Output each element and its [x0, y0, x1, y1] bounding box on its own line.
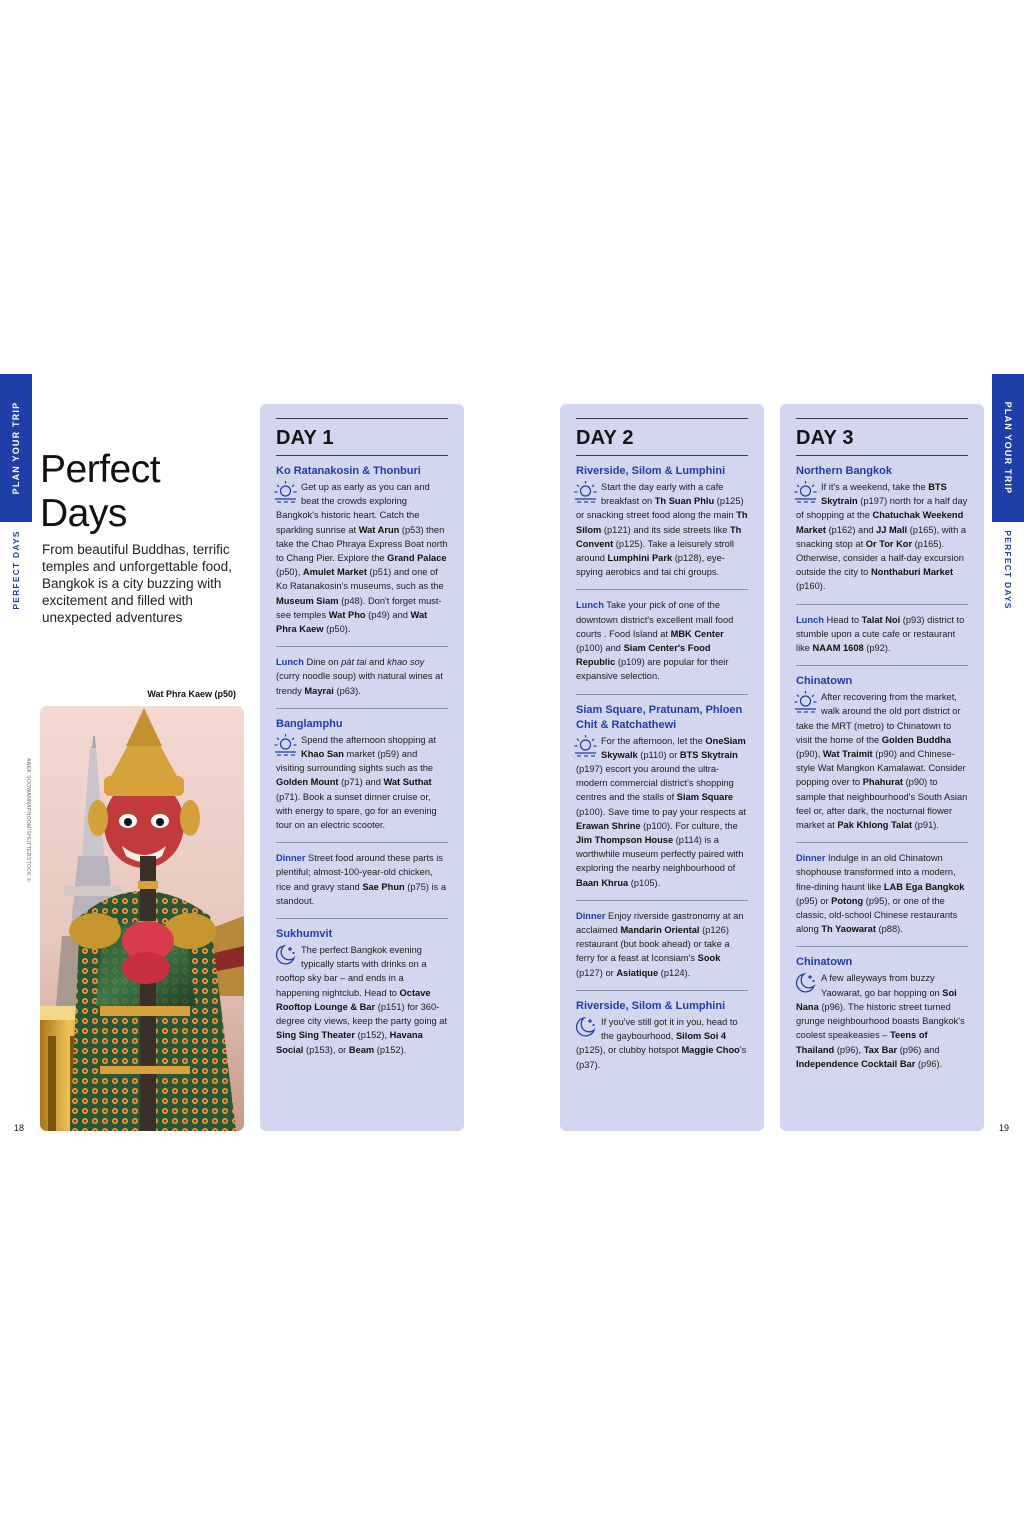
text-run: (p71) and: [338, 777, 384, 788]
place-name: Potong: [831, 895, 864, 906]
section-text: [276, 733, 448, 832]
place-name: Th Suan Phlu: [654, 496, 715, 507]
text-run: (p124).: [658, 967, 691, 978]
side-tab-label: PLAN YOUR TRIP: [1003, 401, 1013, 495]
intro-text: From beautiful Buddhas, terrific temples and unforgettable food, Bangkok is a city buzzing with excitement and filled with unexpected adventures: [42, 542, 232, 625]
text-run: (p96) and: [897, 1044, 940, 1055]
place-name: Amulet Market: [302, 567, 367, 578]
text-run: Spend the afternoon shopping at: [301, 734, 436, 745]
text-run: If it's a weekend, take the: [821, 482, 929, 492]
place-name: Mayrai: [304, 685, 334, 696]
itinerary-section: [796, 666, 968, 843]
meal-label: Dinner: [796, 853, 826, 864]
meal-section: [276, 843, 448, 919]
moon-icon: [274, 943, 297, 967]
section-text: [276, 480, 448, 636]
text-run: (p109) are popular for their expansive selection.: [576, 657, 729, 682]
place-name: Silom Soi 4: [675, 1031, 727, 1042]
place-name: Nonthaburi Market: [870, 567, 954, 578]
place-name: Wat Suthat: [383, 777, 432, 788]
section-text: [576, 734, 748, 890]
place-name: Mandarin Oriental: [620, 925, 700, 936]
place-name: Baan Khrua: [576, 877, 629, 888]
place-name: Lumphini Park: [607, 553, 673, 564]
text-run: (p105).: [628, 877, 661, 888]
itinerary-section: [276, 919, 448, 1067]
temple-guardian-illustration: [40, 706, 244, 1131]
text-run: (p51) and one of Ko Ratanakosin's museums, such as the: [276, 567, 444, 592]
text-run: (p151) for 360-degree city views, keep the party going at: [276, 1001, 448, 1027]
text-run: (p90) and Chinese-style Wat Mangkon Kamalawat. Consider popping over to: [796, 749, 966, 788]
section-text: [276, 655, 448, 698]
text-run: (p197) escort you around the ultra-modern commercial district's shopping centres and the stalls of: [576, 764, 734, 803]
itinerary-section: [276, 709, 448, 843]
sun-icon: [274, 480, 297, 504]
moon-icon: [794, 971, 817, 995]
text-run: Dine on: [303, 657, 342, 668]
text-run: (p90),: [796, 749, 823, 760]
text-run: After recovering from the market, walk around the old port district or take the MRT (metro) to Chinatown to visit the home of the: [796, 692, 961, 745]
text-run: (p96). The historic street turned grunge neighbourhood boasts Bangkok's coolest speakeasies –: [796, 1001, 965, 1041]
page-title: [40, 448, 250, 536]
place-name: Erawan Shrine: [576, 820, 641, 831]
text-run: (p160).: [796, 581, 826, 592]
text-run: (p165). Otherwise, consider a half-day excursion outside the city to: [796, 538, 964, 578]
text-run: (p127) or: [576, 967, 617, 978]
text-run: (p93) district to stumble upon a cute cafe or restaurant like: [796, 614, 965, 654]
place-name: Wat Pho: [328, 609, 366, 620]
place-name: Museum Siam: [276, 595, 339, 606]
text-run: Enjoy riverside gastronomy at an acclaimed: [576, 910, 744, 936]
text-run: 's (p37).: [576, 1045, 747, 1070]
text-run: Street food around these parts is plentiful; almost-100-year-old chicken, rice and gravy stand: [276, 853, 443, 892]
text-run: (p165), with a snacking stop at: [796, 524, 967, 549]
page-number-right: 19: [999, 1123, 1010, 1133]
day-2-panel: [560, 404, 764, 1131]
day-title: DAY 1: [276, 418, 448, 456]
text-run: (p100). For culture, the: [640, 820, 738, 831]
section-text: [576, 1015, 748, 1072]
section-heading: Chinatown: [796, 956, 853, 969]
section-text: [796, 690, 968, 832]
day-title: DAY 3: [796, 418, 968, 456]
text-run: (p53) then take the Chao Phraya Express Boat north to Chang Pier. Explore the: [276, 524, 448, 564]
meal-section: [576, 901, 748, 991]
text-run: (p48). Don't forget must-see temples: [276, 595, 442, 620]
text-run: (p153), or: [303, 1044, 349, 1055]
section-text: [796, 613, 968, 656]
text-run: A few alleyways from buzzy Yaowarat, go bar hopping on: [821, 973, 943, 998]
dish-name: khao soy: [387, 657, 425, 668]
sun-icon: [574, 480, 597, 504]
place-name: Phahurat: [862, 777, 903, 788]
place-name: Beam: [348, 1044, 375, 1055]
day-title: DAY 2: [576, 418, 748, 456]
photo-credit-text: ANEK SOOWANNAPHOOM/SHUTTERSTOCK ©: [25, 758, 31, 882]
place-name: Wat Traimit: [822, 749, 873, 760]
text-run: (p152),: [355, 1030, 390, 1041]
place-name: Octave Rooftop Lounge & Bar: [276, 987, 431, 1012]
day-1-panel: [260, 404, 464, 1131]
place-name: Th Yaowarat: [821, 924, 876, 935]
place-name: Golden Mount: [276, 777, 339, 788]
itinerary-section: [796, 456, 968, 605]
place-name: Sing Sing Theater: [276, 1030, 356, 1041]
section-heading: Riverside, Silom & Lumphini: [576, 999, 726, 1012]
place-name: Havana Social: [276, 1030, 423, 1055]
text-run: Indulge in an old Chinatown shophouse transformed into a modern, fine-dining haunt like: [796, 853, 956, 892]
title-line-2: Days: [40, 492, 127, 535]
itinerary-section: [796, 947, 968, 1080]
section-heading: Sukhumvit: [276, 928, 333, 941]
place-name: Tax Bar: [863, 1044, 898, 1055]
place-name: Siam Square: [676, 792, 734, 803]
text-run: For the afternoon, let the: [601, 735, 706, 746]
text-run: The perfect Bangkok evening typically starts with drinks on a rooftop sky bar – and ends in a happening nightclub. Head to: [276, 945, 427, 998]
sun-icon: [794, 480, 817, 504]
photo-caption: Wat Phra Kaew (p50): [147, 689, 236, 699]
text-run: (curry noodle soup) with natural wines at trendy: [276, 671, 443, 696]
text-run: (p50).: [323, 624, 351, 635]
place-name: Asiatique: [616, 967, 659, 978]
sun-icon: [274, 733, 297, 757]
side-tab-label: PLAN YOUR TRIP: [11, 401, 21, 495]
place-name: Soi Nana: [796, 987, 957, 1012]
text-run: (p96),: [834, 1044, 864, 1055]
text-run: (p110) or: [637, 749, 680, 760]
text-run: (p91).: [912, 820, 939, 831]
place-name: Sae Phun: [362, 881, 405, 892]
side-tab-plan-your-trip-right: [992, 374, 1024, 522]
place-name: LAB Ega Bangkok: [883, 881, 965, 892]
place-name: Th Silom: [576, 510, 748, 535]
sun-icon: [574, 734, 597, 758]
section-heading: Banglamphu: [276, 717, 343, 730]
text-run: (p88).: [875, 924, 903, 935]
place-name: BTS Skytrain: [821, 482, 947, 507]
place-name: BTS Skytrain: [679, 749, 738, 760]
text-run: (p49) and: [365, 609, 411, 620]
place-name: Maggie Choo: [681, 1045, 740, 1056]
photo-credit: [25, 758, 36, 882]
text-run: (p100) and: [576, 643, 624, 654]
place-name: Independence Cocktail Bar: [796, 1058, 916, 1069]
moon-icon: [574, 1015, 597, 1039]
title-line-1: Perfect: [40, 448, 161, 491]
meal-section: [796, 843, 968, 947]
text-run: (p95), or one of the classic, old-school Chinese restaurants along: [796, 895, 958, 935]
text-run: (p121) and its side streets like: [601, 524, 730, 535]
wat-phra-kaew-photo: [40, 706, 244, 1131]
text-run: (p125), or clubby hotspot: [576, 1045, 682, 1056]
place-name: JJ Mall: [876, 524, 908, 535]
text-run: (p197) north for a half day of shopping at the: [796, 496, 968, 521]
place-name: MBK Center: [670, 628, 724, 639]
place-name: Golden Buddha: [881, 734, 952, 745]
itinerary-section: [276, 456, 448, 647]
place-name: Pak Khlong Talat: [837, 820, 913, 831]
place-name: Teens of Thailand: [796, 1030, 928, 1055]
section-text: [276, 943, 448, 1057]
section-heading: Riverside, Silom & Lumphini: [576, 465, 726, 477]
text-run: and: [366, 657, 388, 668]
place-name: Wat Phra Kaew: [276, 609, 428, 635]
meal-label: Dinner: [576, 910, 606, 921]
place-name: NAAM 1608: [812, 643, 864, 654]
text-run: (p50),: [276, 567, 303, 578]
text-run: (p95) or: [796, 895, 832, 906]
place-name: Or Tor Kor: [865, 538, 913, 549]
text-run: (p71). Book a sunset dinner cruise or, with energy to spare, go for an evening tour on an electric scooter.: [276, 791, 437, 831]
itinerary-section: [576, 991, 748, 1082]
meal-section: [276, 647, 448, 709]
place-name: Wat Arun: [358, 524, 400, 535]
text-run: Head to: [823, 614, 862, 625]
meal-section: [796, 605, 968, 667]
text-run: If you've still got it in you, head to the gaybourhood,: [601, 1016, 738, 1042]
meal-label: Dinner: [276, 853, 306, 864]
side-section-text: PERFECT DAYS: [11, 530, 21, 610]
side-section-label-left: [0, 530, 32, 610]
itinerary-section: [576, 456, 748, 590]
place-name: Grand Palace: [387, 553, 447, 564]
side-section-label-right: [992, 530, 1024, 610]
text-run: (p128), eye-spying aerobics and tai chi groups.: [576, 553, 725, 578]
place-name: Talat Noi: [861, 614, 901, 625]
section-text: [796, 971, 968, 1070]
section-text: [796, 480, 968, 594]
text-run: (p92).: [863, 643, 891, 654]
text-run: market (p59) and visiting surrounding sights such as the: [276, 749, 434, 774]
side-section-text: PERFECT DAYS: [1003, 530, 1013, 610]
sun-icon: [794, 690, 817, 714]
text-run: Start the day early with a cafe breakfast on: [601, 482, 724, 507]
text-run: (p96).: [915, 1058, 943, 1069]
section-text: [796, 851, 968, 936]
section-text: [576, 598, 748, 683]
text-run: Get up as early as you can and beat the crowds exploring Bangkok's historic heart. Catch the sparkling sunrise at: [276, 482, 430, 535]
meal-label: Lunch: [576, 600, 604, 611]
text-run: (p125). Take a leisurely stroll around: [576, 538, 734, 564]
side-tab-plan-your-trip-left: [0, 374, 32, 522]
meal-label: Lunch: [276, 657, 304, 668]
place-name: Chatuchak Weekend Market: [796, 510, 964, 535]
text-run: (p63).: [333, 685, 361, 696]
place-name: Jim Thompson House: [576, 835, 674, 846]
text-run: (p162) and: [825, 524, 877, 535]
section-heading: Ko Ratanakosin & Thonburi: [276, 465, 421, 477]
place-name: Siam Center's Food Republic: [576, 643, 711, 668]
text-run: (p126) restaurant (but book ahead) or take a ferry for a feast at Iconsiam's: [576, 925, 730, 964]
section-text: [576, 480, 748, 579]
text-run: (p75) is a standout.: [276, 881, 447, 906]
section-heading: Northern Bangkok: [796, 465, 892, 477]
place-name: Sook: [697, 953, 721, 964]
place-name: Khao San: [301, 749, 344, 760]
text-run: (p114) is a worthwhile museum perfectly paired with exploring the nearby neighbourhood of: [576, 835, 744, 874]
itinerary-section: [576, 695, 748, 901]
dish-name: pàt tai: [341, 657, 367, 668]
text-run: (p125) or snacking street food along the main: [576, 496, 744, 521]
place-name: OneSiam Skywalk: [601, 735, 746, 760]
text-run: (p90) to sample that neighbourhood's South Asian feel or, after dark, the nocturnal flower market at: [796, 777, 968, 831]
section-text: [276, 851, 448, 908]
page-number-left: 18: [14, 1123, 25, 1133]
section-heading: Siam Square, Pratunam, Phloen Chit & Ratchathewi: [576, 703, 743, 731]
place-name: Th Convent: [576, 524, 742, 549]
text-run: (p152).: [374, 1044, 407, 1055]
text-run: Take your pick of one of the downtown district's excellent mall food courts . Food Island at: [576, 600, 734, 639]
day-3-panel: [780, 404, 984, 1131]
meal-label: Lunch: [796, 614, 824, 625]
section-heading: Chinatown: [796, 675, 853, 688]
text-run: (p100). Save time to pay your respects at: [576, 806, 747, 817]
meal-section: [576, 590, 748, 694]
section-text: [576, 909, 748, 980]
